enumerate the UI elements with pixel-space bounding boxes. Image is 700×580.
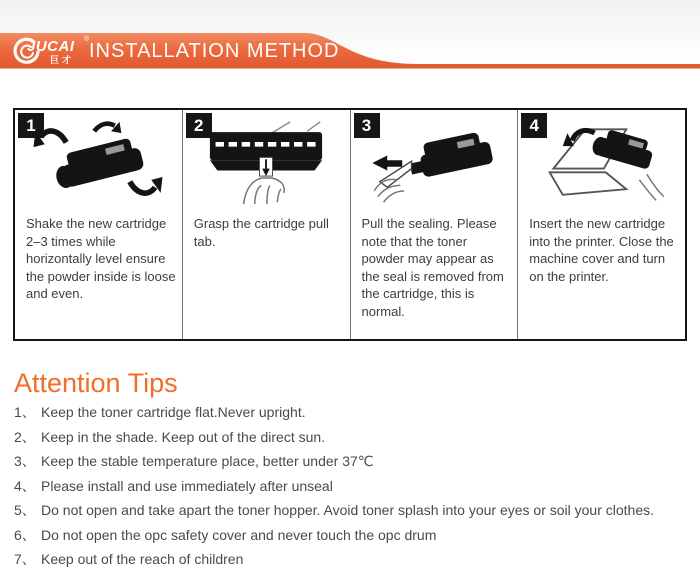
tip-number: 7、	[14, 551, 36, 567]
tip-text: Keep the stable temperature place, better under 37℃	[41, 453, 374, 469]
registered-trademark: ®	[84, 36, 90, 43]
step-instruction-text: Pull the sealing. Please note that the toner powder may appear as the seal is removed from the cartridge, this is normal.	[361, 216, 504, 319]
tip-number: 2、	[14, 428, 36, 445]
attention-tips-list	[14, 403, 692, 575]
tip-text: Do not open the opc safety cover and never touch the opc drum	[41, 526, 437, 543]
step-number-badge: 2	[186, 113, 212, 138]
step-panel-1	[15, 110, 182, 339]
attention-tips-heading: Attention Tips	[14, 368, 178, 398]
step-instruction-text: Grasp the cartridge pull tab.	[193, 216, 329, 249]
logo-chinese-text: 巨才	[50, 55, 75, 65]
step-panel-3	[350, 110, 518, 339]
tip-item	[14, 428, 692, 447]
step-panel-4	[517, 110, 685, 339]
tip-number: 6、	[14, 526, 36, 543]
tip-number: 4、	[14, 477, 36, 494]
tip-item	[14, 501, 692, 520]
step-instruction-text: Insert the new cartridge into the printer. Close the machine cover and turn on the printer.	[529, 216, 674, 284]
tip-text: Keep in the shade. Keep out of the direct sun.	[41, 428, 326, 445]
tip-item	[14, 526, 692, 545]
step-number-badge: 1	[18, 113, 44, 138]
tip-number: 5、	[14, 502, 36, 518]
tip-text: Do not open and take apart the toner hopper. Avoid toner splash into your eyes or soil your clothes.	[41, 502, 655, 518]
tip-item	[14, 403, 692, 422]
tip-item	[14, 452, 692, 471]
step-number-badge: 4	[521, 113, 547, 138]
step-panel-2	[182, 110, 350, 339]
tip-text: Keep the toner cartridge flat.Never upright.	[41, 404, 306, 420]
step-number-badge: 3	[354, 113, 380, 138]
step-instruction-text: Shake the new cartridge 2–3 times while horizontally level ensure the powder inside is loose and even.	[26, 216, 176, 301]
tip-text: Please install and use immediately after unseal	[41, 477, 333, 494]
installation-steps-table	[13, 108, 687, 341]
tip-number: 1、	[14, 404, 36, 420]
page-title: INSTALLATION METHOD	[89, 40, 340, 62]
tip-item	[14, 550, 692, 569]
jucai-logo	[12, 36, 92, 68]
tip-number: 3、	[14, 453, 36, 469]
tip-text: Keep out of the reach of children	[41, 551, 244, 567]
tip-item	[14, 477, 692, 496]
logo-text: JUCAI	[27, 38, 75, 55]
